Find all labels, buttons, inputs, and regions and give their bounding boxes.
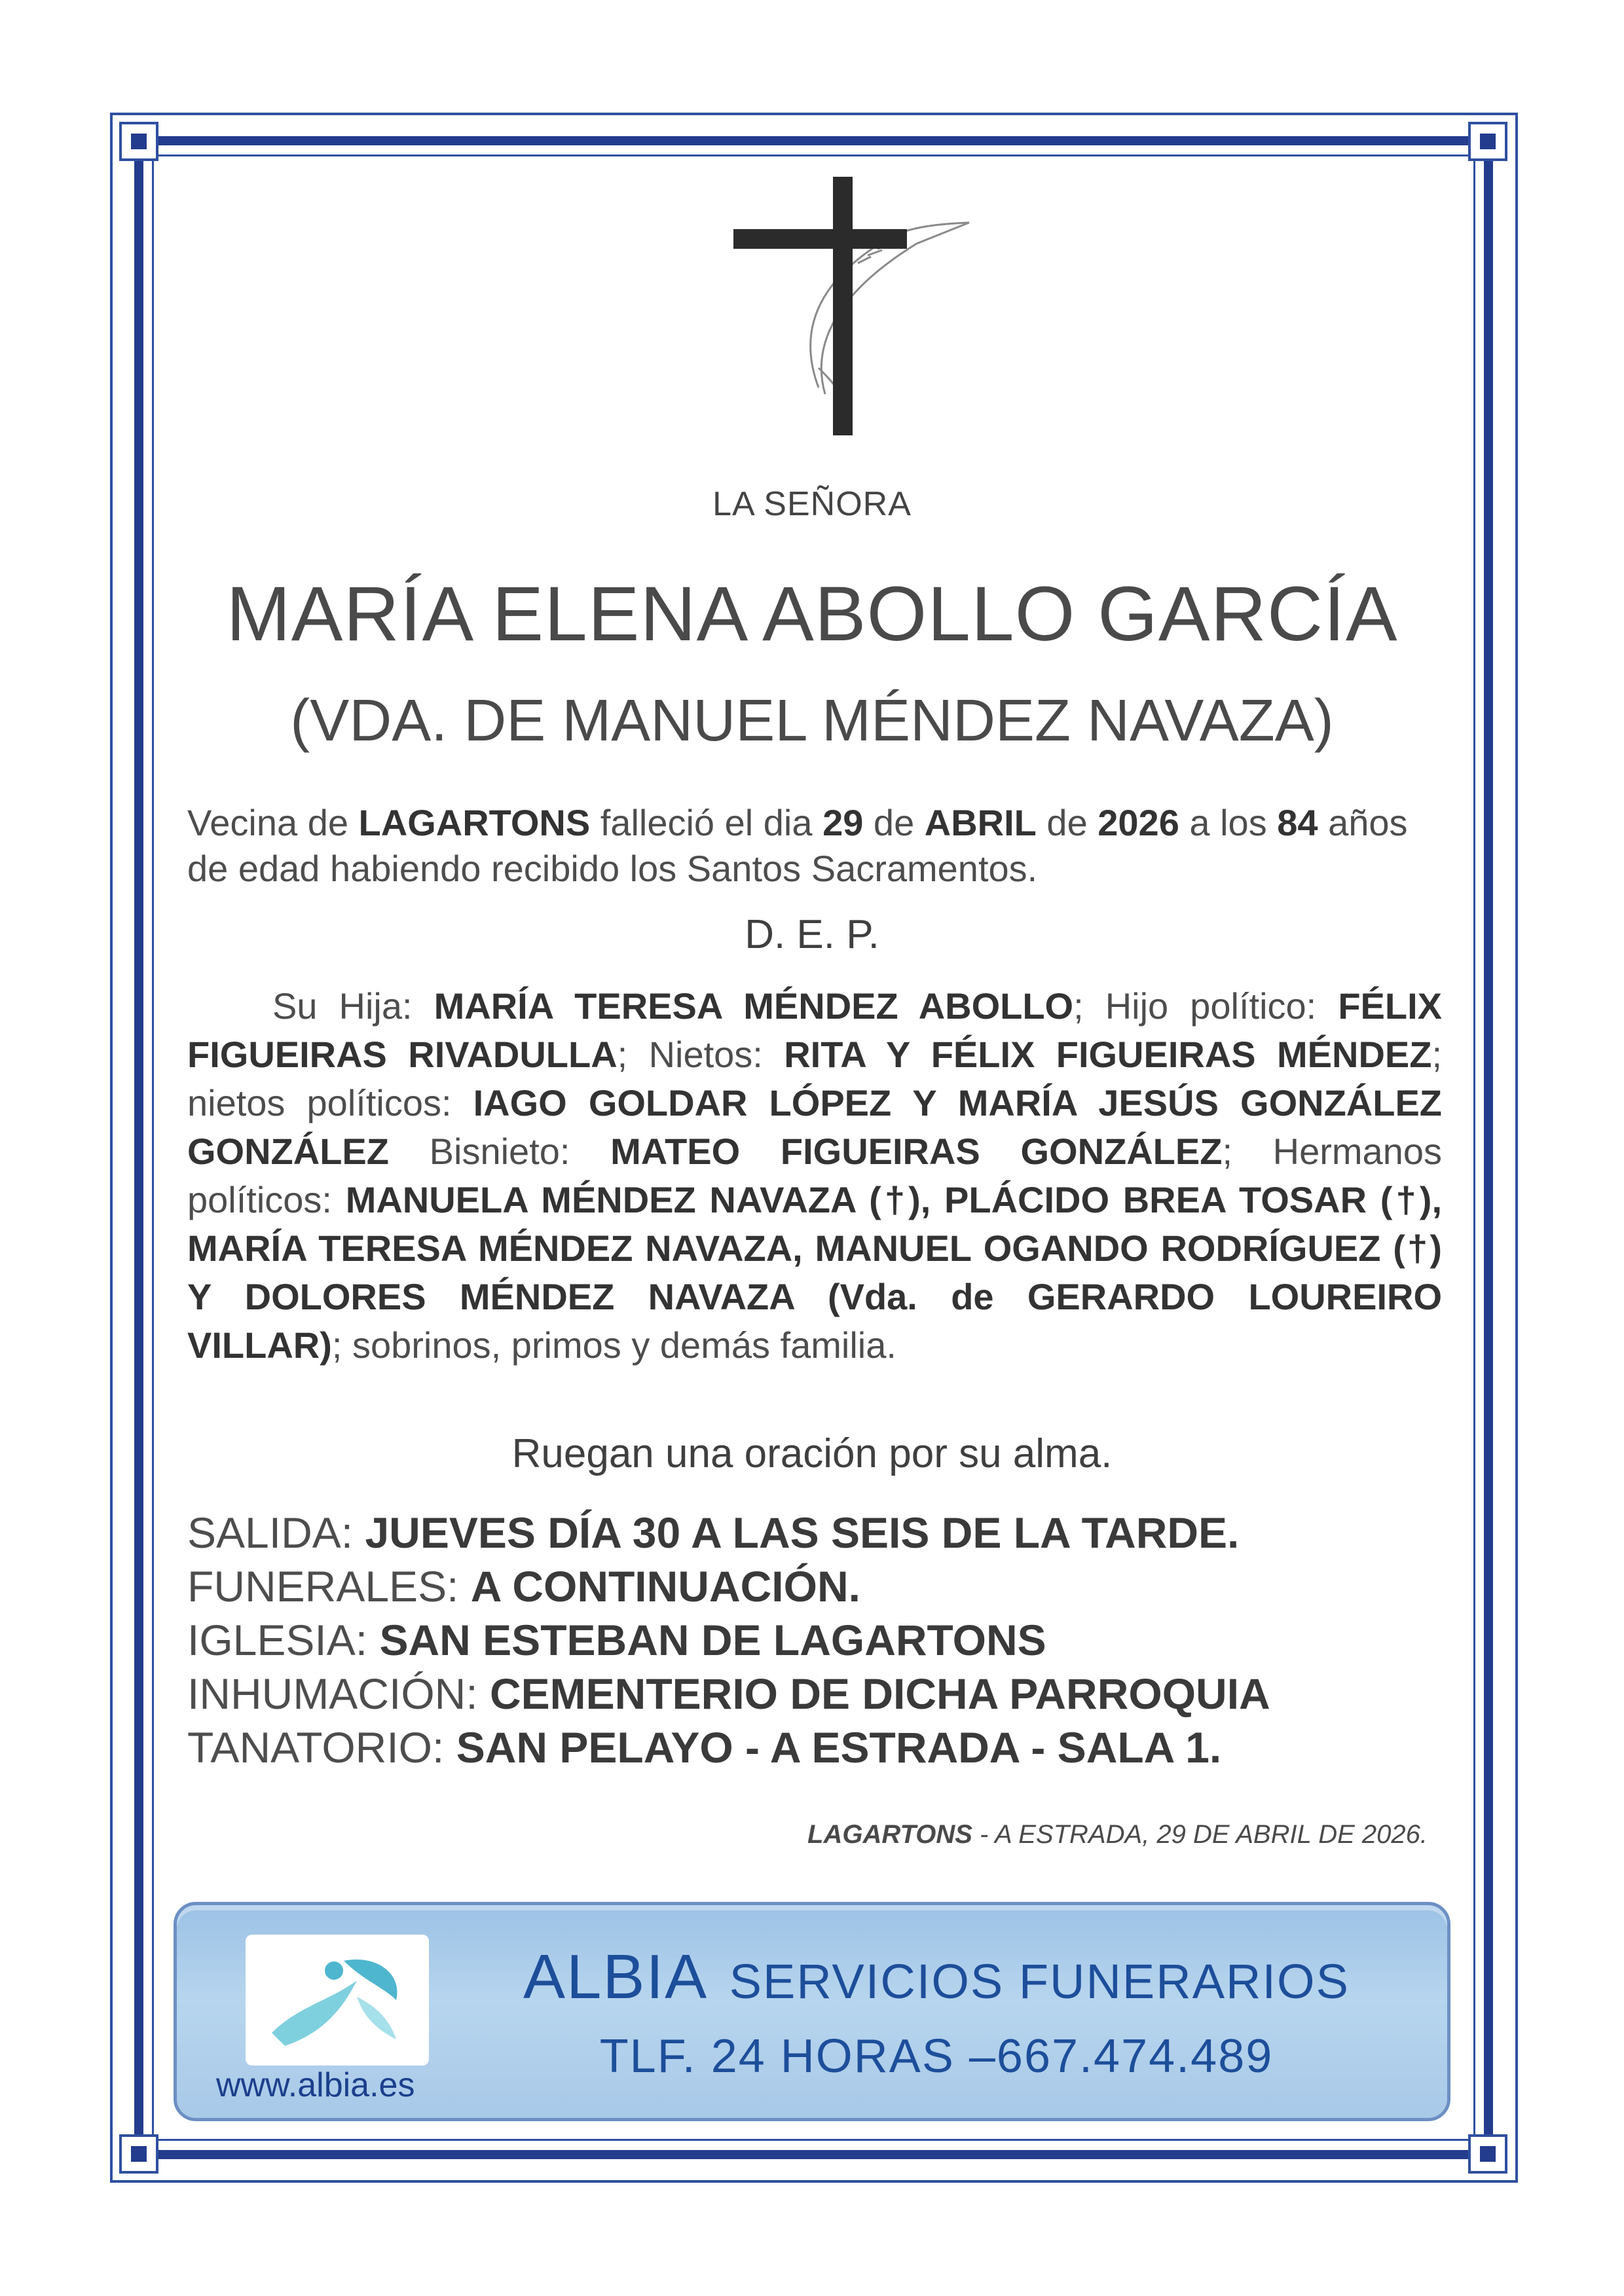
family-text: ; sobrinos, primos y demás familia. [331,1324,896,1366]
intro-text: Vecina de [187,802,359,843]
prayer-line: Ruegan una oración por su alma. [511,1431,1113,1476]
family-text: ; Nietos: [617,1034,784,1075]
funeral-home-banner [174,1902,1450,2121]
services-list [187,1506,1445,1774]
service-row-funerales [187,1559,1445,1613]
cross-icon [720,172,995,446]
deceased-name: MARÍA ELENA ABOLLO GARCÍA [226,571,1398,657]
family-text: ; Hermanos políticos: [187,1131,1442,1220]
phone-line: TLF. 24 HORAS –667.474.489 [599,2030,1274,2083]
corner-ornament-top-right [1468,122,1507,161]
service-row-salida [187,1506,1445,1559]
family-name: IAGO GOLDAR LÓPEZ Y MARÍA JESÚS GONZÁLEZ GONZÁLEZ [187,1082,1442,1172]
brand-line [511,1941,1362,2013]
dep-label: D. E. P. [745,912,879,957]
intro-text: de [1036,802,1098,843]
service-value: CEMENTERIO DE DICHA PARROQUIA [490,1669,1270,1718]
date-text: - A ESTRADA, 29 DE ABRIL DE 2026. [972,1820,1428,1849]
service-value: SAN PELAYO - A ESTRADA - SALA 1. [456,1723,1222,1772]
widow-of: (VDA. DE MANUEL MÉNDEZ NAVAZA) [290,688,1334,754]
place-date [807,1820,1428,1850]
intro-month: ABRIL [924,802,1037,843]
intro-text: años de edad habiendo recibido los Santos Sacramentos. [187,802,1408,889]
intro-day: 29 [822,802,864,843]
corner-ornament-bottom-left [119,2134,158,2174]
family-name: MARÍA TERESA MÉNDEZ ABOLLO [434,985,1074,1027]
intro-text: falleció el dia [590,802,823,843]
service-row-iglesia [187,1613,1445,1667]
title-prefix: LA SEÑORA [712,485,912,523]
corner-ornament-top-left [119,122,158,161]
intro-text: de [863,802,925,843]
brand-subtitle: SERVICIOS FUNERARIOS [729,1954,1350,2009]
service-label: FUNERALES: [187,1562,471,1611]
intro-text: a los [1179,802,1278,843]
family-name: MATEO FIGUEIRAS GONZÁLEZ [610,1131,1223,1172]
intro-year: 2026 [1098,802,1179,843]
albia-logo-icon [246,1935,429,2066]
family-text: Su Hija: [272,985,434,1027]
service-row-inhumacion [187,1667,1445,1721]
brand-name: ALBIA [523,1942,709,2012]
family-text: ; Hijo político: [1073,985,1338,1027]
intro-paragraph [187,800,1442,892]
service-value: A CONTINUACIÓN. [470,1562,860,1611]
family-name: FÉLIX FIGUEIRAS RIVADULLA [187,985,1442,1075]
service-label: INHUMACIÓN: [187,1669,490,1718]
family-name: MANUELA MÉNDEZ NAVAZA (†), PLÁCIDO BREA TOSAR (†), MARÍA TERESA MÉNDEZ NAVAZA, MANUEL OGANDO RODRÍGUEZ (†) Y DOLORES MÉNDEZ NAVAZA (Vda. de GERARDO LOUREIRO VILLAR) [187,1179,1443,1366]
intro-age: 84 [1277,802,1318,843]
corner-ornament-bottom-right [1468,2134,1507,2174]
service-row-tanatorio [187,1721,1445,1774]
intro-village: LAGARTONS [358,802,591,843]
family-text: Bisnieto: [388,1131,611,1172]
service-label: SALIDA: [187,1508,365,1557]
family-name: RITA Y FÉLIX FIGUEIRAS MÉNDEZ [784,1034,1432,1075]
service-label: TANATORIO: [187,1723,456,1772]
service-value: JUEVES DÍA 30 A LAS SEIS DE LA TARDE. [365,1508,1240,1557]
family-text: ; nietos políticos: [187,1034,1443,1123]
family-paragraph [187,982,1442,1370]
place-name: LAGARTONS [807,1820,972,1849]
service-value: SAN ESTEBAN DE LAGARTONS [379,1616,1046,1664]
website-url[interactable]: www.albia.es [216,2066,415,2104]
service-label: IGLESIA: [187,1616,380,1664]
